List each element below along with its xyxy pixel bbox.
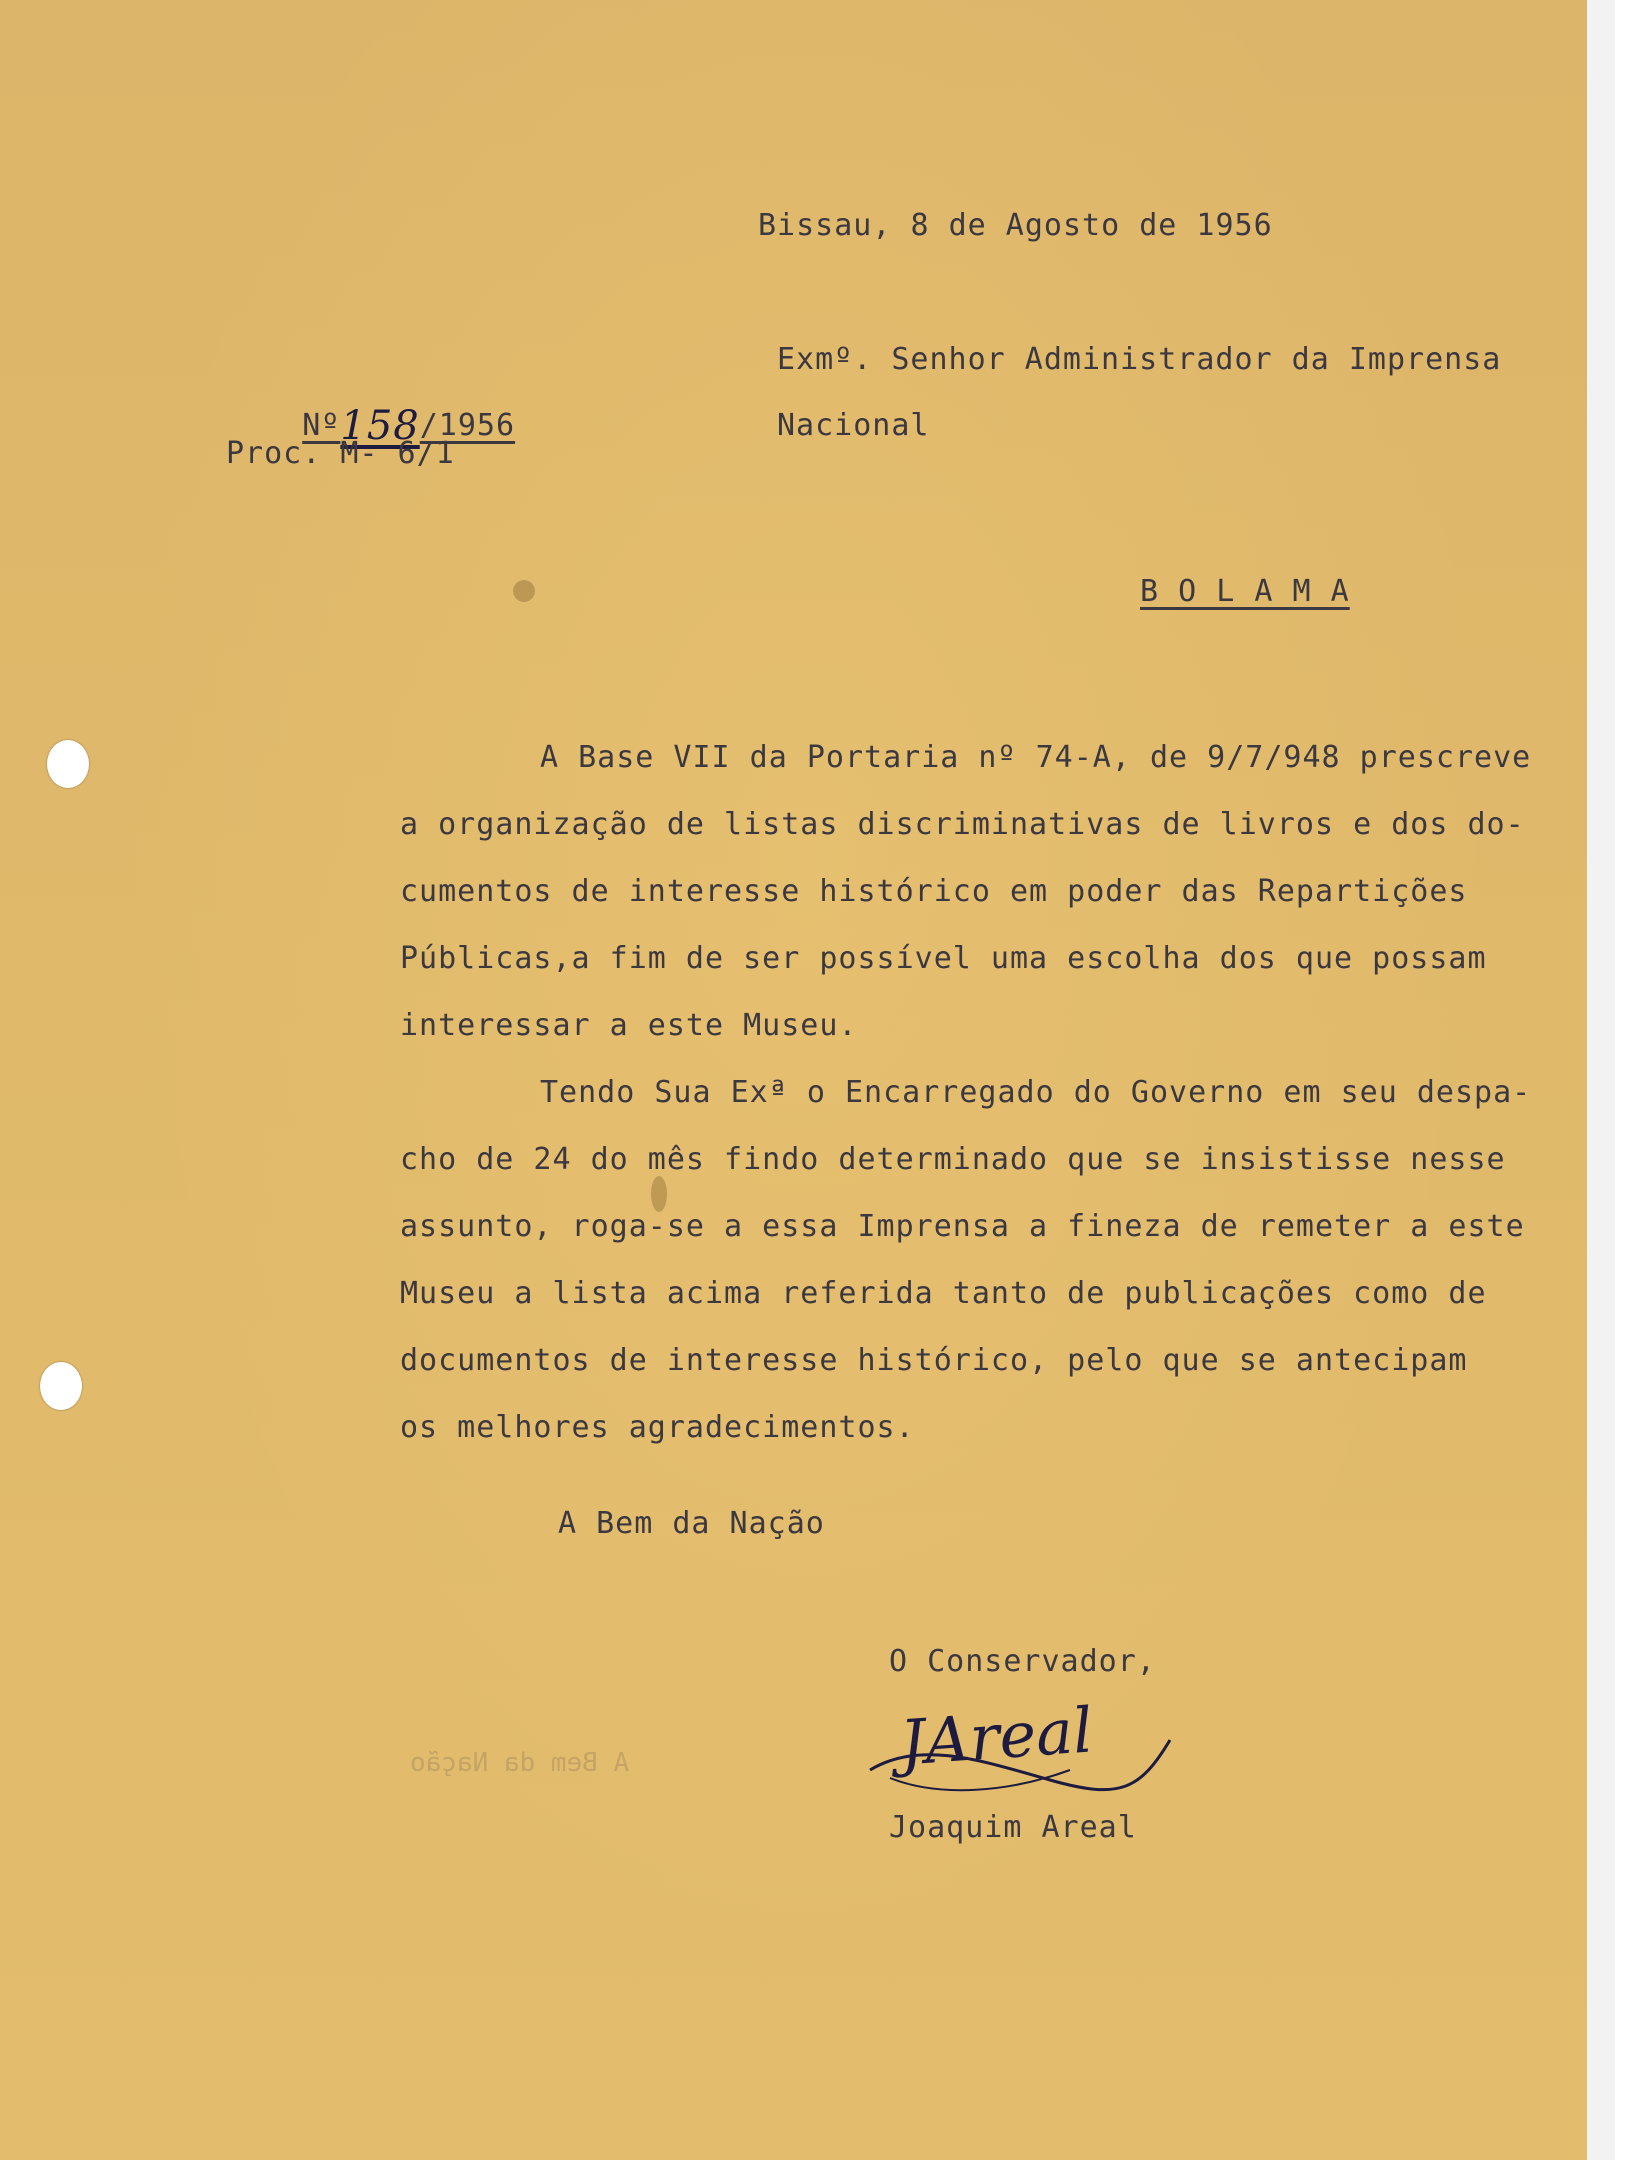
page-edge <box>1587 0 1615 2160</box>
para1-line: a organização de listas discriminativas de livros e dos do- <box>400 807 1525 842</box>
closing-formula: A Bem da Nação <box>558 1506 825 1541</box>
para2-line: Tendo Sua Exª o Encarregado do Governo em seu despa- <box>540 1075 1532 1110</box>
para2-line: documentos de interesse histórico, pelo que se antecipam <box>400 1343 1468 1378</box>
place-date: Bissau, 8 de Agosto de 1956 <box>758 208 1273 243</box>
stain <box>513 580 535 602</box>
ghost-bleedthrough-text: A Bem da Nação <box>410 1748 630 1778</box>
punch-hole-top <box>47 740 89 788</box>
para2-line: os melhores agradecimentos. <box>400 1410 915 1445</box>
signature-flourish <box>860 1700 1180 1810</box>
para1-line: interessar a este Museu. <box>400 1008 858 1043</box>
punch-hole-bottom <box>40 1362 82 1410</box>
para1-line: A Base VII da Portaria nº 74-A, de 9/7/948 prescreve <box>540 740 1532 775</box>
signer-name: Joaquim Areal <box>889 1810 1137 1845</box>
ref-prefix: Nº <box>302 408 341 443</box>
stain <box>651 1176 667 1212</box>
para2-line: assunto, roga-se a essa Imprensa a fineza de remeter a este <box>400 1209 1525 1244</box>
addressee-line-2: Nacional <box>777 408 930 443</box>
para1-line: Públicas,a fim de ser possível uma escolha dos que possam <box>400 941 1487 976</box>
process-reference: Proc. M- 6/1 <box>226 436 455 471</box>
para1-line: cumentos de interesse histórico em poder das Repartições <box>400 874 1468 909</box>
destination-city: B O L A M A <box>1140 574 1350 609</box>
ref-suffix: /1956 <box>419 408 516 443</box>
addressee-line-1: Exmº. Senhor Administrador da Imprensa <box>777 342 1502 377</box>
signer-title: O Conservador, <box>889 1644 1156 1679</box>
para2-line: Museu a lista acima referida tanto de publicações como de <box>400 1276 1487 1311</box>
signature: JAreal <box>897 1693 1096 1780</box>
ref-number-handwritten: 158 <box>340 403 420 449</box>
para2-line: cho de 24 do mês findo determinado que se insistisse nesse <box>400 1142 1506 1177</box>
